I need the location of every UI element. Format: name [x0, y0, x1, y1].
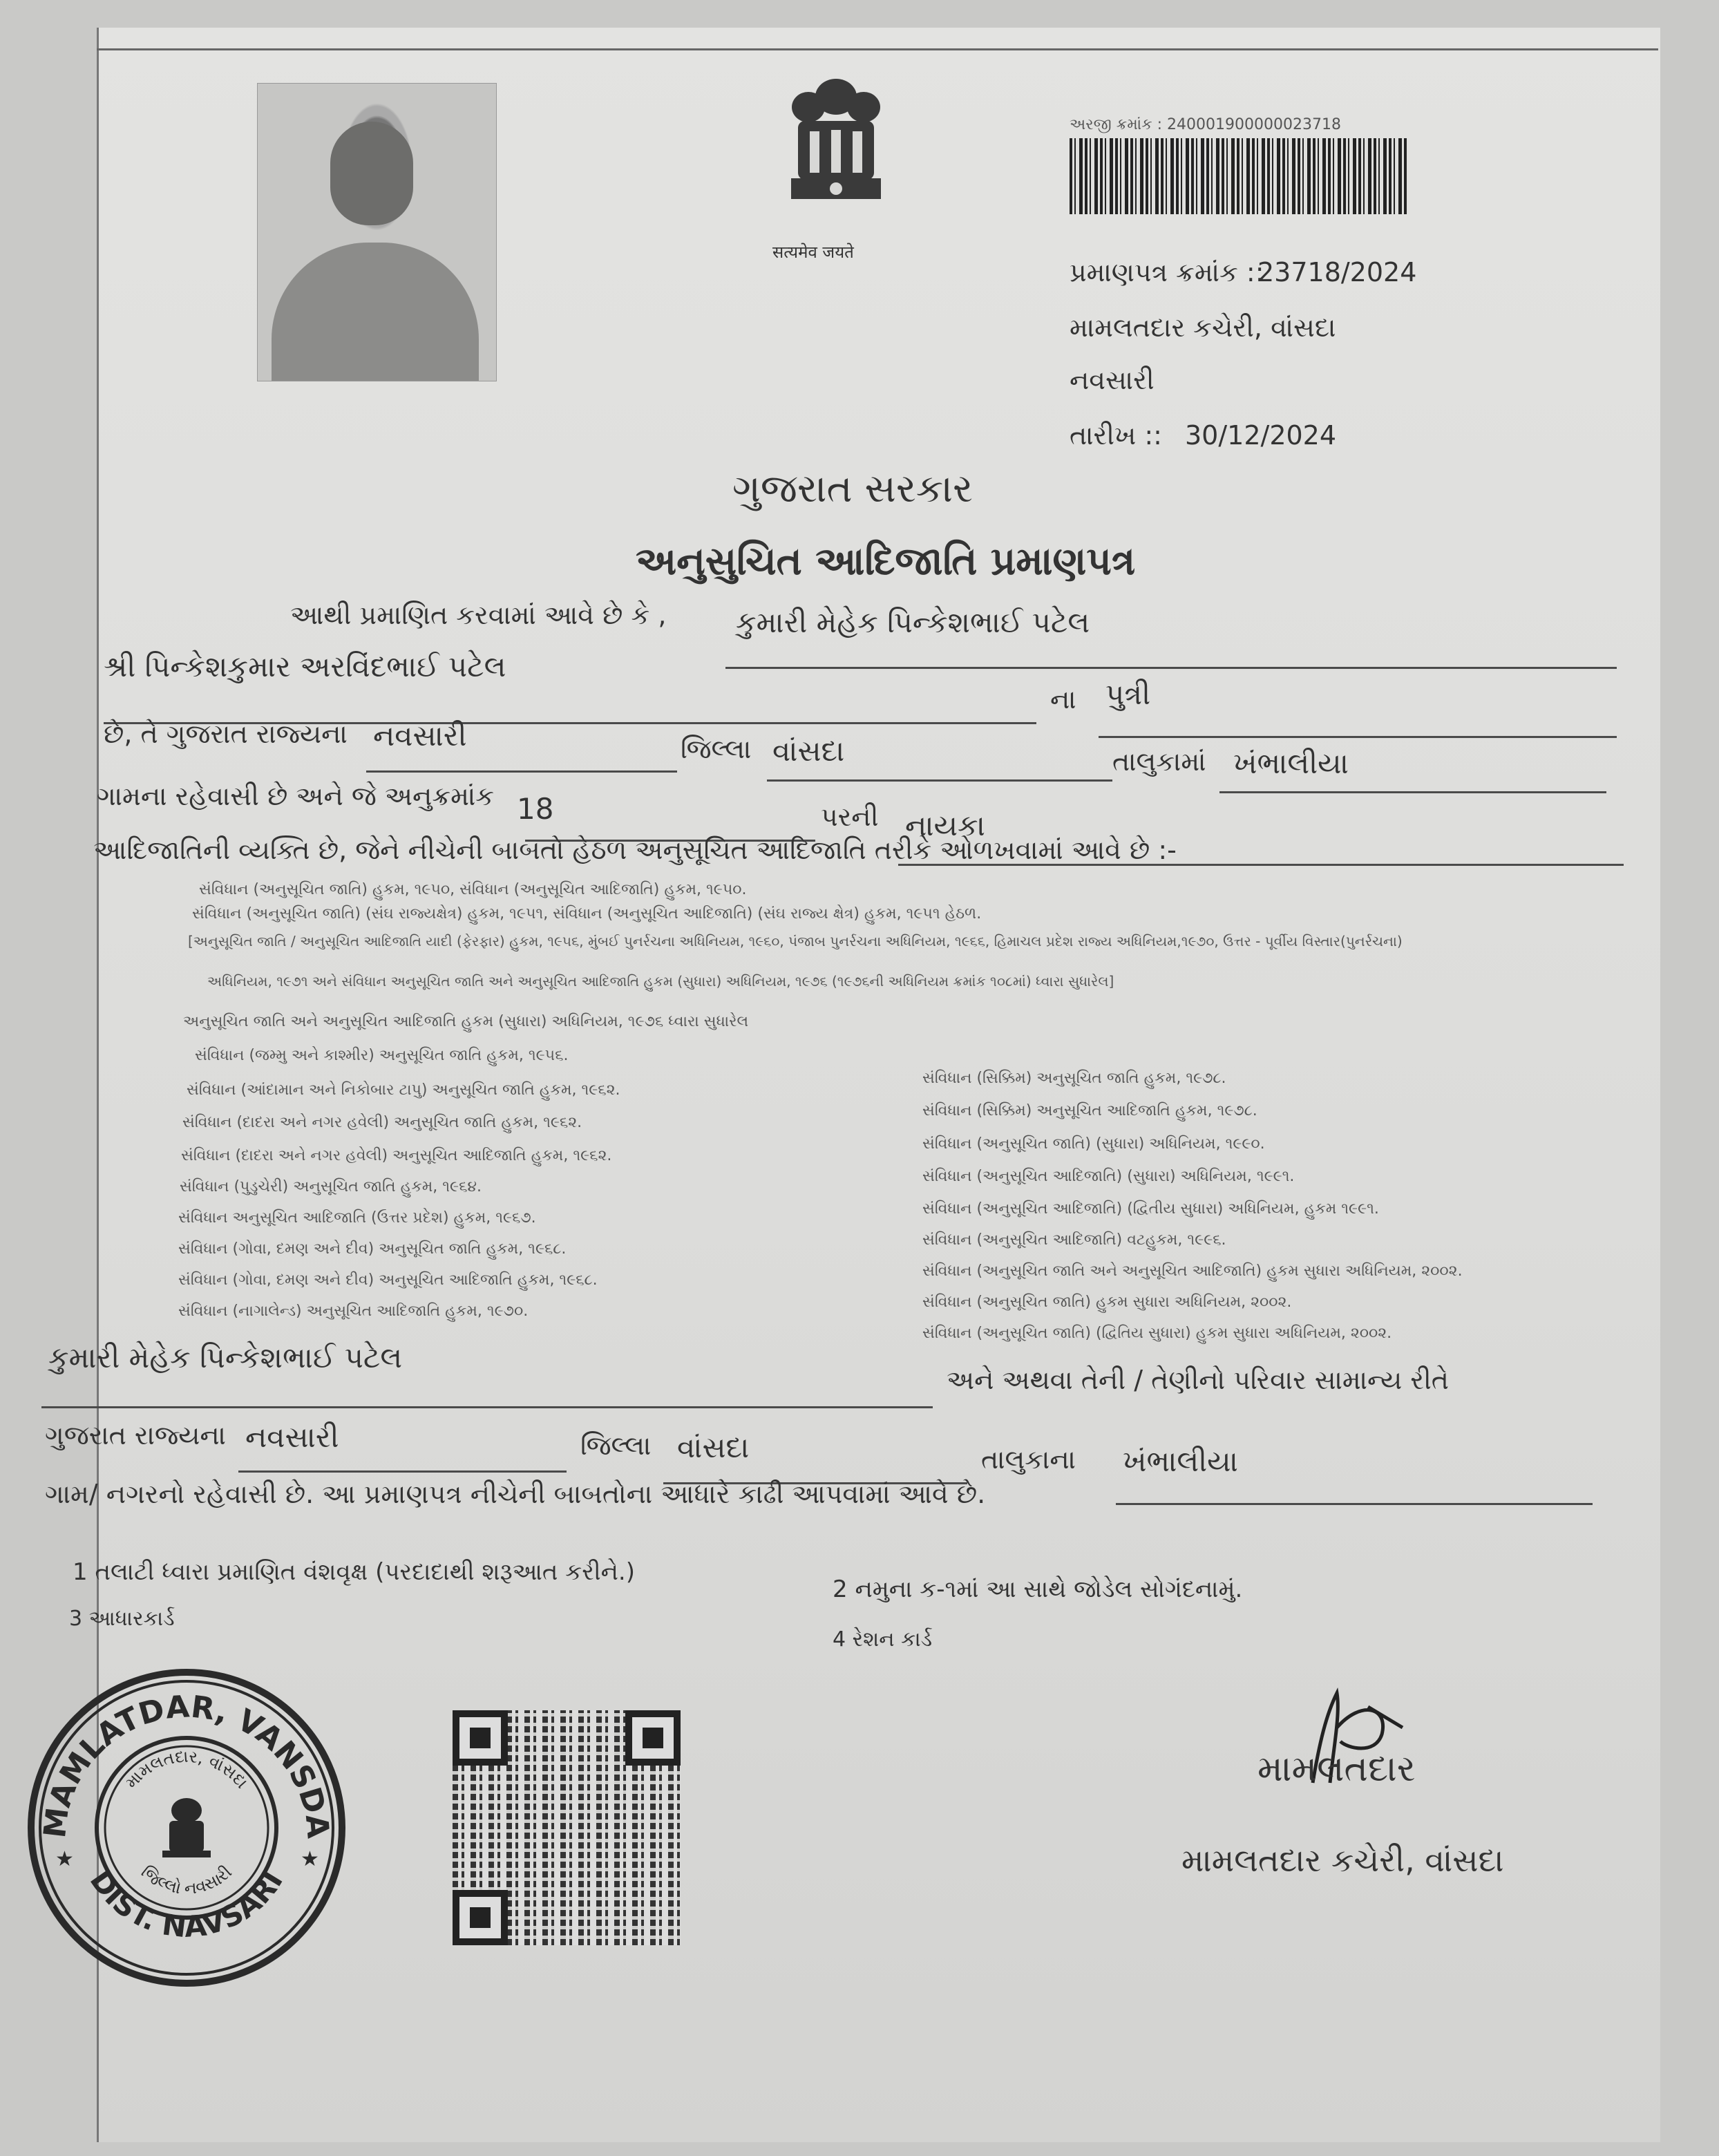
- frame-line: [97, 48, 1658, 50]
- svg-text:DIST. NAVSARI: [84, 1864, 289, 1944]
- act-right-8: સંવિધાન (અનુસૂચિત જાતિ) હુકમ સુધારા અધિનિયમ, ૨૦૦૨.: [922, 1294, 1292, 1311]
- emblem-motto: सत्यमेव जयते: [772, 243, 854, 262]
- district-value: નવસારી: [373, 719, 467, 753]
- act-left-5: સંવિધાન (પુડુચેરી) અનુસૂચિત જાતિ હુકમ, ૧૯૬૪.: [180, 1178, 482, 1195]
- candidate-name: કુમારી મેહેક પિન્કેશભાઈ પટેલ: [736, 605, 1090, 639]
- certificate-title: અનુસુચિત આદિજાતિ પ્રમાણપત્ર: [636, 539, 1136, 584]
- taluka-value-2: વાંસદા: [677, 1430, 750, 1464]
- family-text: અને અથવા તેની / તેણીનો પરિવાર સામાન્ય રીતે: [947, 1365, 1449, 1395]
- district-value-2: નવસારી: [245, 1420, 339, 1454]
- recognized-text: આદિજાતિની વ્યક્તિ છે, જેને નીચેની બાબતો હેઠળ અનુસૂચિત આદિજાતિ તરીકે ઓળખવામાં આવે છે :-: [93, 835, 1177, 865]
- seal-inner-top: મામલતદાર, વાંસદા: [121, 1746, 252, 1793]
- act-left-4: સંવિધાન (દાદરા અને નગર હવેલી) અનુસૂચિત આદિજાતિ હુકમ, ૧૯૬૨.: [181, 1147, 612, 1164]
- svg-text:મામલતદાર, વાંસદા: [122, 1747, 251, 1793]
- tribe-value: નાયકા: [905, 808, 985, 842]
- act-right-6: સંવિધાન (અનુસૂચિત આદિજાતિ) વટહુકમ, ૧૯૯૬.: [922, 1231, 1226, 1249]
- svg-text:★: ★: [301, 1847, 319, 1871]
- qr-code: [453, 1710, 681, 1945]
- barcode: [1070, 138, 1408, 214]
- seal-inner-bottom: જિલ્લો નવસારી: [137, 1862, 236, 1898]
- signatory-office: મામલતદાર કચેરી, વાંસદા: [1181, 1842, 1504, 1879]
- mamlatdar-seal: [24, 1665, 349, 1990]
- act-right-2: સંવિધાન (સિક્કિમ) અનુસૂચિત આદિજાતિ હુકમ, ૧૯૭૮.: [922, 1102, 1257, 1119]
- relation: પુત્રી: [1105, 677, 1151, 711]
- svg-text:જિલ્લો નવસારી: [137, 1862, 236, 1898]
- talukama-text: તાલુકામાં: [1112, 746, 1206, 777]
- basis-text: ગામ/ નગરનો રહેવાસી છે. આ પ્રમાણપત્ર નીચેની બાબતોના આધારે કાઢી આપવામાં આવે છે.: [45, 1479, 986, 1509]
- act-left-8: સંવિધાન (ગોવા, દમણ અને દીવ) અનુસૂચિત આદિજાતિ હુકમ, ૧૯૬૮.: [178, 1271, 598, 1289]
- jilla-text-2: જિલ્લા: [580, 1430, 652, 1461]
- father-name: શ્રી પિન્કેશકુમાર અરવિંદભાઈ પટેલ: [104, 650, 506, 683]
- act-line-1: સંવિધાન (અનુસૂચિત જાતિ) હુકમ, ૧૯૫૦, સંવિધાન (અનુસૂચિત આદિજાતિ) હુકમ, ૧૯૫૦.: [199, 881, 747, 898]
- act-right-4: સંવિધાન (અનુસૂચિત આદિજાતિ) (સુધારા) અધિનિયમ, ૧૯૯૧.: [922, 1168, 1295, 1185]
- act-left-2: સંવિધાન (આંદામાન અને નિકોબાર ટાપુ) અનુસૂચિત જાતિ હુકમ, ૧૯૬૨.: [187, 1081, 620, 1099]
- national-emblem: [767, 69, 905, 235]
- talukana-text: તાલુકાના: [981, 1444, 1076, 1475]
- act-left-1: સંવિધાન (જમ્મુ અને કાશ્મીર) અનુસૂચિત જાતિ હુકમ, ૧૯૫૬.: [195, 1047, 569, 1064]
- seal-outer-top: MAMLATDAR, VANSDA: [37, 1689, 336, 1840]
- certificate-number: 23718/2024: [1257, 257, 1417, 287]
- act-line-3: [અનુસૂચિત જાતિ / અનુસૂચિત આદિજાતિ યાદી (ફેરફાર) હુકમ, ૧૯૫૬, મુંબઈ પુનર્રચના અધિનિયમ, ૧૯૬૦, પંજાબ પુનર્રચના અધિનિયમ, ૧૯૬૬, હિમાચલ પ્રદેશ રાજ્ય અધિનિયમ,૧૯૭૦, ઉત્તર - પૂર્વીય વિસ્તાર(પુનર્રચના): [188, 933, 1403, 949]
- act-right-1: સંવિધાન (સિક્કિમ) અનુસૂચિત જાતિ હુકમ, ૧૯૭૮.: [922, 1070, 1226, 1087]
- government-title: ગુજરાત સરકાર: [732, 466, 973, 511]
- village-value-2: ખંભાલીયા: [1123, 1444, 1238, 1478]
- candidate-name-2: કુમારી મેહેક પિન્કેશભાઈ પટેલ: [48, 1341, 403, 1374]
- act-left-9: સંવિધાન (નાગાલેન્ડ) અનુસૂચિત આદિજાતિ હુકમ, ૧૯૭૦.: [178, 1303, 529, 1320]
- act-left-6: સંવિધાન અનુસૂચિત આદિજાતિ (ઉત્તર પ્રદેશ) હુકમ, ૧૯૬૭.: [178, 1209, 536, 1227]
- resident-text: ગામના રહેવાસી છે અને જે અનુક્રમાંક: [97, 781, 495, 811]
- act-left-7: સંવિધાન (ગોવા, દમણ અને દીવ) અનુસૂચિત જાતિ હુકમ, ૧૯૬૮.: [178, 1240, 567, 1258]
- issuing-district: નવસારી: [1070, 365, 1155, 395]
- na-text: ના: [1050, 684, 1076, 715]
- serial-number: 18: [517, 792, 554, 826]
- act-right-3: સંવિધાન (અનુસૂચિત જાતિ) (સુધારા) અધિનિયમ, ૧૯૯૦.: [922, 1135, 1265, 1153]
- jilla-text: જિલ્લા: [681, 734, 752, 764]
- intro-text: આથી પ્રમાણિત કરવામાં આવે છે કે ,: [290, 600, 667, 630]
- seal-outer-bottom: DIST. NAVSARI: [83, 1864, 289, 1945]
- taluka-value: વાંસદા: [772, 734, 845, 768]
- applicant-photo: [257, 83, 497, 381]
- act-right-7: સંવિધાન (અનુસૂચિત જાતિ અને અનુસૂચિત આદિજાતિ) હુકમ સુધારા અધિનિયમ, ૨૦૦૨.: [922, 1263, 1463, 1280]
- date-label: તારીખ ::: [1070, 420, 1162, 451]
- issue-date: 30/12/2024: [1185, 420, 1337, 451]
- act-line-5: અનુસૂચિત જાતિ અને અનુસૂચિત આદિજાતિ હુકમ (સુધારા) અધિનિયમ, ૧૯૭૬ ધ્વારા સુધારેલ: [183, 1013, 749, 1030]
- act-right-5: સંવિધાન (અનુસૂચિત આદિજાતિ) (દ્વિતીય સુધારા) અધિનિયમ, હુકમ ૧૯૯૧.: [922, 1200, 1379, 1218]
- act-left-3: સંવિધાન (દાદરા અને નગર હવેલી) અનુસૂચિત જાતિ હુકમ, ૧૯૬૨.: [182, 1114, 582, 1131]
- issuing-office: મામલતદાર કચેરી, વાંસદા: [1070, 312, 1336, 343]
- state-text-2: ગુજરાત રાજ્યના: [45, 1420, 226, 1450]
- village-value: ખંભાલીયા: [1233, 746, 1349, 780]
- document-2: 2 નમુના ક-૧માં આ સાથે જોડેલ સોગંદનામું.: [833, 1576, 1243, 1603]
- act-right-9: સંવિધાન (અનુસૂચિત જાતિ) (દ્વિતિય સુધારા) હુકમ સુધારા અધિનિયમ, ૨૦૦૨.: [922, 1325, 1392, 1342]
- act-line-2: સંવિધાન (અનુસૂચિત જાતિ) (સંઘ રાજ્યક્ષેત્ર) હુકમ, ૧૯૫૧, સંવિધાન (અનુસૂચિત આદિજાતિ) (સંઘ રાજ્ય ક્ષેત્ર) હુકમ, ૧૯૫૧ હેઠળ.: [192, 905, 982, 923]
- document-1: 1 તલાટી ધ્વારા પ્રમાણિત વંશવૃક્ષ (પરદાદાથી શરૂઆત કરીને.): [73, 1558, 635, 1586]
- certificate-number-label: પ્રમાણપત્ર ક્રમાંક ::: [1070, 257, 1264, 287]
- parni-text: પરની: [821, 802, 879, 832]
- signatory-title: મામલતદાર: [1257, 1748, 1416, 1790]
- document-3: 3 આધારકાર્ડ: [69, 1607, 175, 1631]
- state-text: છે, તે ગુજરાત રાજ્યના: [104, 719, 348, 749]
- act-line-4: અધિનિયમ, ૧૯૭૧ અને સંવિધાન અનુસૂચિત જાતિ અને અનુસૂચિત આદિજાતિ હુકમ (સુધારા) અધિનિયમ, ૧૯૭૬ (૧૯૭૬ની અધિનિયમ ક્રમાંક ૧૦૮માં) ધ્વારા સુધારેલ]: [207, 973, 1114, 990]
- svg-text:★: ★: [55, 1847, 74, 1871]
- document-4: 4 રેશન કાર્ડ: [833, 1627, 933, 1652]
- application-number: અરજી ક્રમાંક : 240001900000023718: [1070, 116, 1342, 133]
